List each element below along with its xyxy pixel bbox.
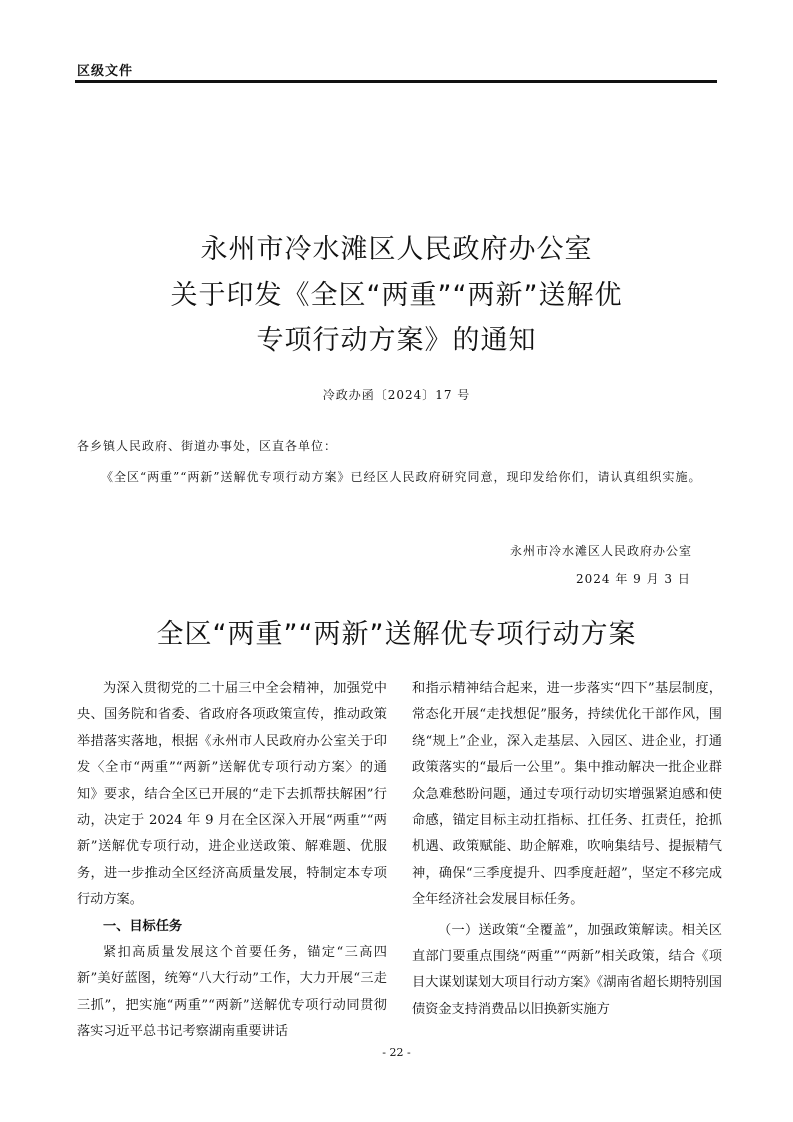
plan-intro-paragraph: 为深入贯彻党的二十届三中全会精神，加强党中央、国务院和省委、省政府各项政策宣传，推动政策举措落实落地，根据《永州市人民政府办公室关于印发〈全市“两重”“两新”送解优专项行动方案〉的通知》要求，结合全区已开展的“走下去抓帮扶解困”行动，决定于 2024 年 9 月在全区深入开展“两重”“两新”送解优专项行动，进企业送政策、解难题、优服务，进一步推动全区经济高质量发展，特制定本专项行动方案。: [77, 681, 387, 908]
notice-body: 《全区“两重”“两新”送解优专项行动方案》已经区人民政府研究同意，现印发给你们，请认真组织实施。: [101, 470, 702, 484]
header-divider: [75, 80, 717, 83]
section-heading-goals: 一、目标任务: [103, 918, 183, 934]
notice-title-line-3: 专项行动方案》的通知: [256, 325, 537, 356]
signature-date: 2024 年 9 月 3 日: [576, 572, 691, 586]
signature-organization: 永州市冷水滩区人民政府办公室: [510, 544, 693, 558]
plan-right-column: [412, 676, 722, 1023]
plan-left-column: [77, 676, 387, 1046]
notice-title-line-2: 关于印发《全区“两重”“两新”送解优: [170, 280, 623, 311]
goals-paragraph-continued: 和指示精神结合起来，进一步落实“四下”基层制度，常态化开展“走找想促”服务，持续优化干部作风，围绕“规上”企业，深入走基层、入园区、进企业，打通政策落实的“最后一公里”。集中推动解决一批企业群众急难愁盼问题，通过专项行动切实增强紧迫感和使命感，锚定目标主动扛指标、扛任务、扛责任，抢抓机遇、政策赋能、助企解难，吹响集结号、提振精气神，确保“三季度提升、四季度赶超”，坚定不移完成全年经济社会发展目标任务。: [412, 681, 722, 908]
document-number: 冷政办函〔2024〕17 号: [322, 388, 471, 402]
notice-addressee: 各乡镇人民政府、街道办事处，区直各单位：: [77, 439, 338, 453]
page-number: - 22 -: [382, 1046, 411, 1059]
plan-title: 全区“两重”“两新”送解优专项行动方案: [156, 619, 637, 650]
section-header-label: 区级文件: [77, 64, 134, 79]
notice-title-line-1: 永州市冷水滩区人民政府办公室: [200, 234, 593, 265]
goals-paragraph: 紧扣高质量发展这个首要任务，锚定“三高四新”美好蓝图，统筹“八大行动”工作，大力开展“三走三抓”，把实施“两重”“两新”送解优专项行动同贯彻落实习近平总书记考察湖南重要讲话: [77, 945, 387, 1040]
policy-delivery-paragraph: （一）送政策“全覆盖”，加强政策解读。相关区直部门要重点围绕“两重”“两新”相关政策，结合《项目大谋划谋划大项目行动方案》《湖南省超长期特别国债资金支持消费品以旧换新实施方: [412, 922, 722, 1017]
